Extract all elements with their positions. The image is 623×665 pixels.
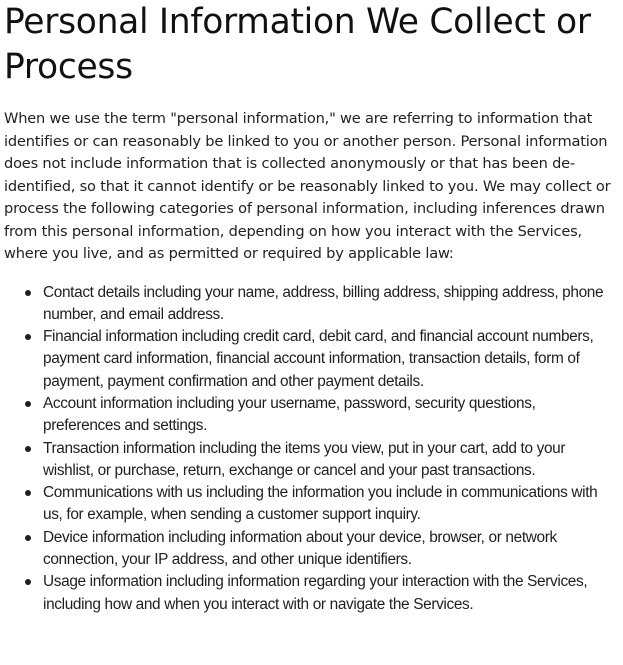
bullet-icon (25, 290, 31, 296)
list-item-text: Usage information including information regarding your interaction with the Services, including how and when you interact with or navigate the Services. (43, 573, 588, 613)
section-heading: Personal Information We Collect or Process (4, 2, 591, 87)
list-item-text: Transaction information including the items you view, put in your cart, add to your wishlist, or purchase, return, exchange or cancel and your past transactions. (43, 439, 566, 479)
bullet-icon (25, 401, 31, 407)
bullet-icon (25, 535, 31, 541)
intro-paragraph: When we use the term "personal information," we are referring to information that identifies or can reasonably be linked to you or another person. Personal information does not include information that is collected anonymously or that has been de-identified, so that it cannot identify or be reasonably linked to you. We may collect or process the following categories of personal information, including inferences drawn from this personal information, depending on how you interact with the Services, where you live, and as permitted or required by applicable law: (4, 110, 611, 262)
list-item (43, 482, 611, 527)
list-item (43, 527, 611, 572)
list-item (43, 438, 611, 483)
list-item (43, 282, 611, 327)
list-item-text: Account information including your username, password, security questions, preferences and settings. (43, 394, 536, 435)
list-item (43, 571, 611, 616)
bullet-icon (25, 579, 31, 585)
list-item (43, 326, 611, 393)
bullet-icon (25, 334, 31, 340)
bullet-icon (25, 446, 31, 452)
list-item-text: Contact details including your name, address, billing address, shipping address, phone number, and email address. (43, 283, 604, 323)
categories-list (4, 282, 611, 616)
bullet-icon (25, 490, 31, 496)
list-item-text: Financial information including credit card, debit card, and financial account numbers, payment card information, financial account information, transaction details, form of payment, payment confirmation and other payment details. (43, 328, 594, 390)
list-item-text: Communications with us including the information you include in communications with us, for example, when sending a customer support inquiry. (43, 484, 598, 524)
list-item (43, 393, 611, 438)
list-item-text: Device information including information about your device, browser, or network connection, your IP address, and other unique identifiers. (43, 528, 557, 569)
